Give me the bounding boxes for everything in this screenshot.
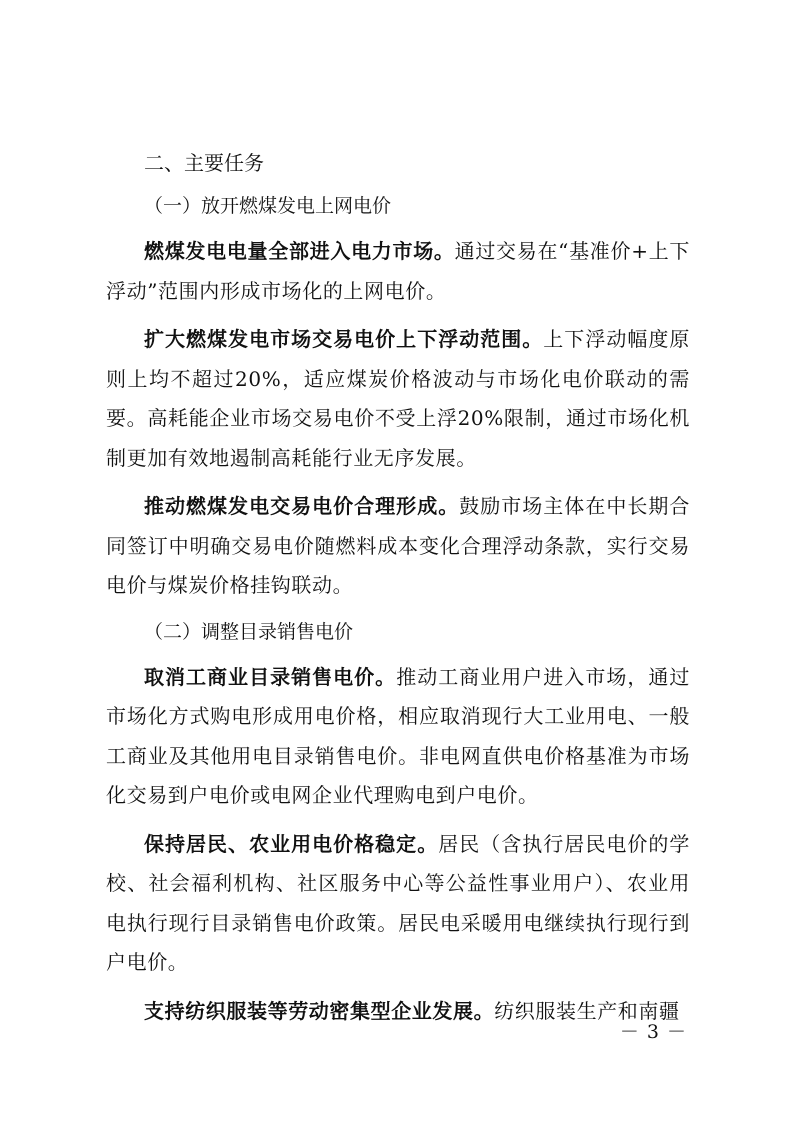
subsection-title-1: （一）放开燃煤发电上网电价 [144, 195, 392, 217]
paragraph-1-text: 通过交易在“基准价+上下浮动”范围内形成市场化的上网电价。 [106, 239, 690, 303]
paragraph-1 [106, 232, 690, 311]
paragraph-5-lead: 保持居民、农业用电价格稳定。 [144, 831, 439, 856]
page-number: － 3 － [619, 1021, 687, 1043]
paragraph-4-text: 推动工商业用户进入市场，通过市场化方式购电形成用电价格，相应取消现行大工业用电、一般工商业及其他用电目录销售电价。非电网直供电价格基准为市场化交易到户电价或电网企业代理购电到户电价。 [106, 664, 690, 807]
paragraph-5 [106, 825, 690, 983]
paragraph-5-text: 居民（含执行居民电价的学校、社会福利机构、社区服务中心等公益性事业用户）、农业用电执行现行目录销售电价政策。居民电采暖用电继续执行现行到户电价。 [106, 831, 690, 974]
document-body [106, 146, 690, 1040]
paragraph-3-lead: 推动燃煤发电交易电价合理形成。 [144, 494, 460, 518]
paragraph-2-text: 上下浮动幅度原则上均不超过20%，适应煤炭价格波动与市场化电价联动的需要。高耗能企业市场交易电价不受上浮20%限制，通过市场化机制更加有效地遏制高耗能行业无序发展。 [106, 327, 690, 470]
paragraph-2 [106, 320, 690, 478]
paragraph-2-lead: 扩大燃煤发电市场交易电价上下浮动范围。 [144, 327, 544, 351]
paragraph-6-text: 纺织服装生产和南疆 [494, 998, 680, 1023]
paragraph-3 [106, 487, 690, 606]
subsection-title-2: （二）调整目录销售电价 [144, 620, 354, 643]
paragraph-6 [106, 992, 690, 1032]
paragraph-4-lead: 取消工商业目录销售电价。 [144, 664, 397, 689]
section-title: 二、主要任务 [144, 151, 264, 175]
paragraph-1-lead: 燃煤发电电量全部进入电力市场。 [144, 239, 455, 263]
paragraph-3-text: 鼓励市场主体在中长期合同签订中明确交易电价随燃料成本变化合理浮动条款，实行交易电价与煤炭价格挂钩联动。 [106, 494, 690, 597]
paragraph-4 [106, 658, 690, 816]
paragraph-6-lead: 支持纺织服装等劳动密集型企业发展。 [144, 998, 495, 1023]
